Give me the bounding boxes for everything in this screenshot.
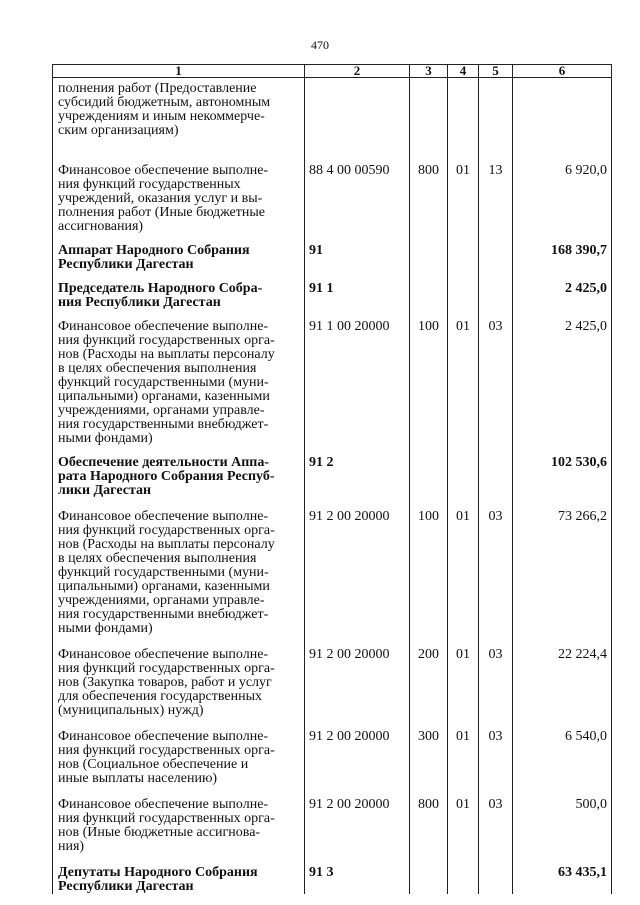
cell-name-line: ния Республики Дагестан: [58, 294, 221, 310]
cell-name-line: функций государственными (муни-: [58, 564, 269, 580]
cell-amount: [513, 78, 612, 152]
cell-name-line: ципальными) органами, казенными: [58, 388, 270, 404]
cell-subsection: [479, 234, 513, 272]
cell-name-line: Финансовое обеспечение выполне-: [58, 796, 269, 812]
cell-subsection: [479, 78, 513, 152]
cell-name: [53, 854, 305, 894]
table-row: [53, 636, 612, 718]
cell-expense-type: 800: [410, 786, 448, 854]
cell-code: 91: [305, 234, 410, 272]
cell-section: 01: [448, 786, 479, 854]
cell-name-line: Аппарат Народного Собрания: [58, 242, 250, 258]
table-row: [53, 78, 612, 152]
cell-name-line: полнения работ (Предоставление: [58, 81, 257, 96]
table-row: [53, 152, 612, 234]
cell-expense-type: 100: [410, 498, 448, 636]
cell-name: [53, 78, 305, 152]
table-header-row: [53, 65, 612, 78]
cell-name-line: ским организациям): [58, 123, 179, 138]
cell-code: 91 2: [305, 446, 410, 498]
budget-table: [52, 64, 612, 894]
cell-expense-type: 100: [410, 310, 448, 446]
cell-expense-type: [410, 234, 448, 272]
cell-section: [448, 272, 479, 310]
cell-name: [53, 152, 305, 234]
cell-code: 91 1: [305, 272, 410, 310]
cell-name: [53, 636, 305, 718]
cell-name-line: ния государственными внебюджет-: [58, 606, 269, 622]
cell-code: 91 3: [305, 854, 410, 894]
cell-name: [53, 310, 305, 446]
cell-name-line: лики Дагестан: [58, 482, 152, 498]
cell-name-line: полнения работ (Иные бюджетные: [58, 204, 266, 220]
cell-name-line: в целях обеспечения выполнения: [58, 360, 257, 376]
cell-section: 01: [448, 718, 479, 786]
cell-name-line: ными фондами): [58, 620, 153, 636]
cell-name-line: нов (Социальное обеспечение и: [58, 756, 249, 772]
cell-name-line: (муниципальных) нужд): [58, 702, 204, 718]
cell-name-line: субсидий бюджетным, автономным: [58, 95, 271, 110]
cell-name-line: учреждениями, органами управле-: [58, 402, 265, 418]
cell-code: 91 2 00 20000: [305, 786, 410, 854]
cell-name-line: нов (Закупка товаров, работ и услуг: [58, 674, 272, 690]
cell-code: 91 2 00 20000: [305, 498, 410, 636]
table-row: [53, 234, 612, 272]
cell-subsection: 03: [479, 636, 513, 718]
cell-section: 01: [448, 636, 479, 718]
cell-name-line: Финансовое обеспечение выполне-: [58, 508, 269, 524]
cell-amount: 102 530,6: [513, 446, 612, 498]
cell-amount: 22 224,4: [513, 636, 612, 718]
cell-name: [53, 272, 305, 310]
cell-amount: 500,0: [513, 786, 612, 854]
cell-name: [53, 718, 305, 786]
cell-code: 88 4 00 00590: [305, 152, 410, 234]
cell-name-line: ния): [58, 838, 85, 854]
cell-expense-type: [410, 854, 448, 894]
cell-name-line: Депутаты Народного Собрания: [58, 864, 258, 880]
cell-name-line: Республики Дагестан: [58, 878, 194, 894]
cell-name-line: Финансовое обеспечение выполне-: [58, 646, 269, 662]
cell-amount: 63 435,1: [513, 854, 612, 894]
cell-name-line: Финансовое обеспечение выполне-: [58, 162, 269, 178]
cell-name: [53, 234, 305, 272]
cell-subsection: 03: [479, 786, 513, 854]
cell-expense-type: [410, 78, 448, 152]
header-col-1: 1: [53, 65, 305, 78]
cell-name-line: Обеспечение деятельности Аппа-: [58, 454, 270, 470]
cell-name-line: ния функций государственных орга-: [58, 660, 275, 676]
header-col-3: 3: [410, 65, 448, 78]
table-row: [53, 310, 612, 446]
header-col-5: 5: [479, 65, 513, 78]
header-col-6: 6: [513, 65, 612, 78]
cell-code: 91 2 00 20000: [305, 636, 410, 718]
cell-code: 91 1 00 20000: [305, 310, 410, 446]
cell-name-line: рата Народного Собрания Респуб-: [58, 468, 275, 484]
cell-name-line: функций государственными (муни-: [58, 374, 269, 390]
cell-name-line: ния государственными внебюджет-: [58, 416, 269, 432]
table-row: [53, 498, 612, 636]
cell-name: [53, 446, 305, 498]
table-row: [53, 786, 612, 854]
cell-section: 01: [448, 152, 479, 234]
table-body: [53, 78, 612, 894]
cell-subsection: [479, 854, 513, 894]
cell-name-line: учреждениям и иным некоммерче-: [58, 109, 265, 124]
cell-name-line: ния функций государственных орга-: [58, 332, 275, 348]
cell-code: [305, 78, 410, 152]
cell-amount: 2 425,0: [513, 310, 612, 446]
cell-name-line: ния функций государственных: [58, 176, 241, 192]
cell-expense-type: 200: [410, 636, 448, 718]
cell-subsection: 03: [479, 310, 513, 446]
cell-name-line: учреждениями, органами управле-: [58, 592, 265, 608]
cell-name-line: учреждений, оказания услуг и вы-: [58, 190, 263, 206]
cell-name-line: для обеспечения государственных: [58, 688, 262, 704]
cell-name-line: Финансовое обеспечение выполне-: [58, 318, 269, 334]
cell-expense-type: 300: [410, 718, 448, 786]
cell-name: [53, 786, 305, 854]
table-row: [53, 718, 612, 786]
table-row: [53, 272, 612, 310]
cell-subsection: [479, 272, 513, 310]
cell-name-line: в целях обеспечения выполнения: [58, 550, 257, 566]
cell-name-line: ния функций государственных орга-: [58, 810, 275, 826]
cell-section: [448, 234, 479, 272]
cell-name-line: нов (Расходы на выплаты персоналу: [58, 346, 275, 362]
cell-amount: 168 390,7: [513, 234, 612, 272]
cell-section: 01: [448, 498, 479, 636]
cell-name-line: ципальными) органами, казенными: [58, 578, 270, 594]
cell-name-line: Финансовое обеспечение выполне-: [58, 728, 269, 744]
cell-name-line: нов (Расходы на выплаты персоналу: [58, 536, 275, 552]
header-col-2: 2: [305, 65, 410, 78]
cell-name-line: ния функций государственных орга-: [58, 522, 275, 538]
cell-name-line: ными фондами): [58, 430, 153, 446]
cell-name-line: Председатель Народного Собра-: [58, 280, 263, 296]
cell-expense-type: [410, 272, 448, 310]
cell-section: [448, 78, 479, 152]
cell-expense-type: 800: [410, 152, 448, 234]
cell-section: [448, 854, 479, 894]
table-row: [53, 854, 612, 894]
header-col-4: 4: [448, 65, 479, 78]
cell-name-line: иные выплаты населению): [58, 770, 218, 786]
cell-name-line: Республики Дагестан: [58, 256, 194, 272]
cell-name-line: ассигнования): [58, 218, 144, 234]
cell-amount: 73 266,2: [513, 498, 612, 636]
cell-section: 01: [448, 310, 479, 446]
cell-subsection: 03: [479, 498, 513, 636]
cell-name-line: нов (Иные бюджетные ассигнова-: [58, 824, 261, 840]
page-number: 470: [311, 38, 329, 52]
cell-section: [448, 446, 479, 498]
cell-name: [53, 498, 305, 636]
cell-amount: 2 425,0: [513, 272, 612, 310]
cell-expense-type: [410, 446, 448, 498]
cell-name-line: ния функций государственных орга-: [58, 742, 275, 758]
cell-subsection: 13: [479, 152, 513, 234]
cell-code: 91 2 00 20000: [305, 718, 410, 786]
cell-subsection: 03: [479, 718, 513, 786]
cell-subsection: [479, 446, 513, 498]
cell-amount: 6 920,0: [513, 152, 612, 234]
cell-amount: 6 540,0: [513, 718, 612, 786]
table-row: [53, 446, 612, 498]
